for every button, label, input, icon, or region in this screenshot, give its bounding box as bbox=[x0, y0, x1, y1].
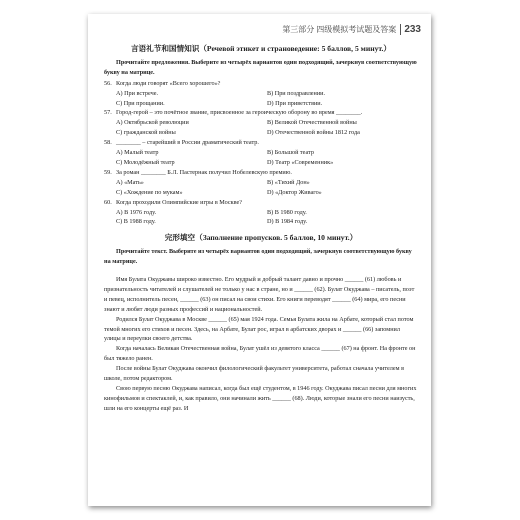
question-57 bbox=[104, 108, 418, 138]
question-number: 56. bbox=[104, 79, 112, 87]
text-paragraph: Свою первую песню Окуджава написал, когда был ещё студентом, в 1946 году. Окуджава писал песни для многих кинофильмов и спектаклей, и, как правило, они начинали жить ______ (68). Люди, которые знали его песни наизусть, шли на его концерты ещё раз. И bbox=[104, 385, 417, 412]
option-b: B) В 1980 году. bbox=[267, 208, 307, 216]
option-a: A) В 1976 году. bbox=[116, 208, 157, 216]
text-paragraph: Родился Булат Окуджава в Москве ______ (65) мая 1924 года. Семья Булата жила на Арбате, который стал потом темой многих его стихов и песен. Здесь, на Арбате, Булат рос, играл в арбатских дворах и ______ (66) запомнил улицы и переулки своего детства. bbox=[104, 315, 414, 343]
question-58 bbox=[104, 138, 418, 168]
page-number: 233 bbox=[400, 24, 421, 35]
option-c: C) гражданской войны bbox=[116, 129, 176, 137]
option-d: D) Отечественной войны 1812 года bbox=[267, 129, 360, 137]
question-number: 57. bbox=[104, 109, 112, 117]
question-text: Когда проходили Олимпийские игры в Москве? bbox=[116, 198, 243, 206]
page-header bbox=[282, 24, 421, 35]
option-b: B) При поздравлении. bbox=[267, 89, 326, 97]
question-number: 59. bbox=[104, 168, 112, 176]
option-b: B) Большой театр bbox=[267, 149, 314, 157]
option-c: C) Молодёжный театр bbox=[116, 158, 175, 166]
question-60 bbox=[104, 198, 418, 228]
option-a: A) Малый театр bbox=[116, 149, 159, 157]
text-paragraph: После войны Булат Окуджава окончил филологический факультет университета, работал сначала учителем в школе, потом редактором. bbox=[104, 365, 405, 383]
option-a: A) «Мать» bbox=[116, 178, 144, 186]
section2-title: 完形填空（Заполнение пропусков. 5 баллов, 10 минут.） bbox=[164, 233, 358, 243]
option-a: A) Октябрьской революции bbox=[116, 119, 189, 127]
option-d: D) «Доктор Живаго» bbox=[267, 188, 322, 196]
page-content bbox=[104, 42, 418, 414]
question-text: ________ – старейший в России драматический театр. bbox=[116, 139, 259, 147]
option-c: C) «Хождение по мукам» bbox=[116, 188, 183, 196]
section2-instruction: Прочитайте текст. Выберите из четырёх вариантов один подходящий, зачеркнув соответствующую букву на матрице. bbox=[104, 248, 412, 266]
question-56 bbox=[104, 79, 418, 109]
option-d: D) Театр «Современник» bbox=[267, 158, 334, 166]
option-d: D) При приветствии. bbox=[267, 99, 323, 107]
book-page bbox=[88, 14, 431, 506]
text-paragraph: Имя Булата Окуджавы широко известно. Его мудрый и добрый талант давно и прочно ______ (61) любовь и признательность читателей и слушателей не только у нас в стране, но и ______ (62). Булат Окуджава – писатель, поэт и певец, исполнитель песен, ______ (63) он писал на свои стихи. Его книги переводят ______ (64) мира, его песни знают и любят люди разных профессий и национальностей. bbox=[104, 276, 415, 313]
option-c: C) При прощании. bbox=[116, 99, 165, 107]
section1-title: 言语礼节和国情知识（Речевой этикет и страноведение: 5 баллов, 5 минут.） bbox=[130, 44, 392, 53]
question-59 bbox=[104, 168, 418, 198]
option-b: B) «Тихий Дон» bbox=[267, 178, 310, 186]
section1-instruction: Прочитайте предложения. Выберите из четырёх вариантов один подходящий, зачеркнув соответствующую букву на матрице. bbox=[104, 58, 417, 76]
question-number: 58. bbox=[104, 139, 112, 147]
option-b: B) Великой Отечественной войны bbox=[267, 119, 357, 127]
question-text: Когда люди говорят «Всего хорошего»? bbox=[116, 79, 221, 87]
option-d: D) В 1984 году. bbox=[267, 218, 308, 226]
question-number: 60. bbox=[104, 198, 112, 206]
option-c: C) В 1988 году. bbox=[116, 218, 156, 226]
option-a: A) При встрече. bbox=[116, 89, 158, 97]
header-section-title: 第三部分 四级模拟考试题及答案 bbox=[282, 25, 397, 34]
text-paragraph: Когда началась Великая Отечественная война, Булат ушёл из девятого класса ______ (67) на фронт. На фронте он был тяжело ранен. bbox=[104, 345, 416, 363]
question-text: Город-герой – это почётное звание, присвоенное за героическую оборону во время ________. bbox=[116, 109, 363, 117]
question-text: За роман ________ Б.Л. Пастернак получил Нобелевскую премию. bbox=[116, 168, 292, 176]
